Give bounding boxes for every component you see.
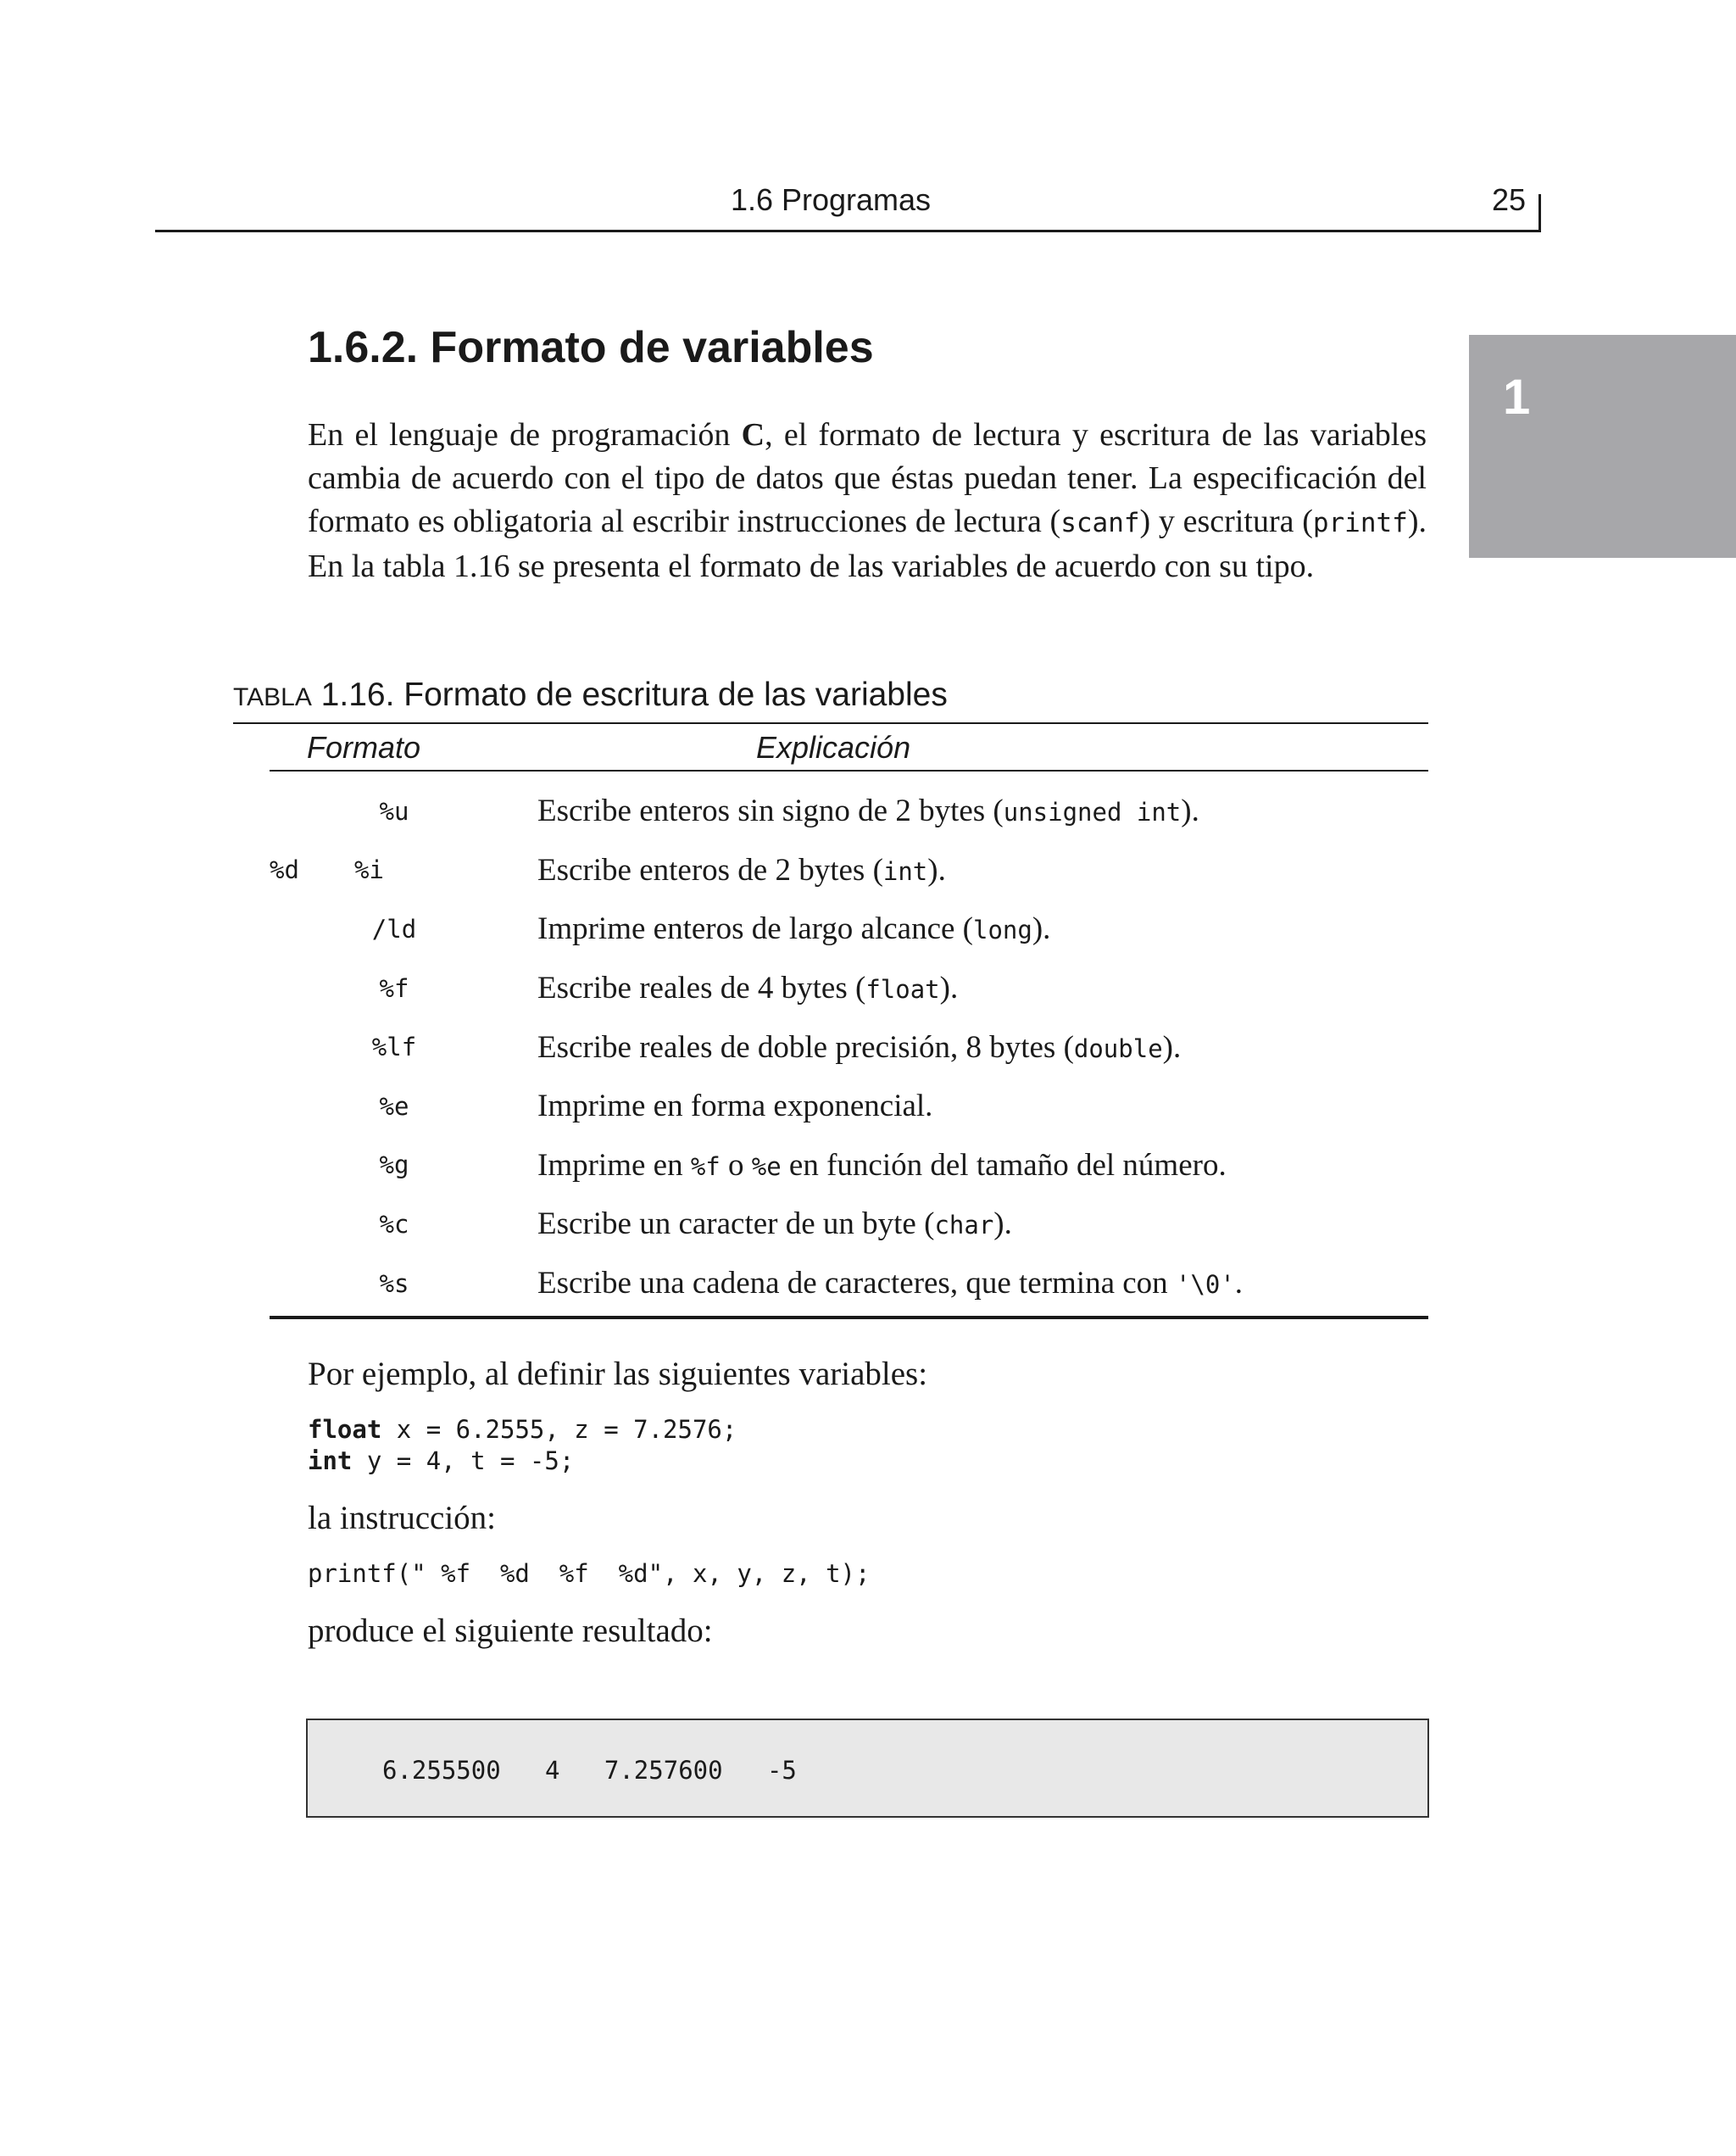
table-header-row	[270, 726, 1428, 771]
description-text: ).	[1032, 911, 1051, 947]
table-caption-text: 1.16. Formato de escritura de las variables	[311, 677, 948, 713]
output-box	[306, 1719, 1429, 1818]
format-specifier-d: %d	[270, 855, 299, 885]
description-code: float	[865, 975, 940, 1005]
format-specifier: %f	[379, 973, 409, 1003]
description-text: Escribe una cadena de caracteres, que termina con	[537, 1266, 1176, 1301]
description-text: ).	[1162, 1029, 1182, 1065]
example-intro: Por ejemplo, al definir las siguientes variables:	[308, 1356, 928, 1392]
description-text: ).	[993, 1206, 1012, 1242]
format-table	[270, 726, 1428, 1319]
description-code: '\0'	[1175, 1270, 1235, 1300]
table-row	[270, 1077, 1428, 1136]
format-description	[519, 1017, 1428, 1077]
format-description	[519, 959, 1428, 1018]
code-line-1: x = 6.2555, z = 7.2576;	[381, 1415, 737, 1444]
description-text: ).	[1181, 794, 1199, 829]
format-specifier: %c	[379, 1209, 409, 1239]
format-specifier: %g	[379, 1150, 409, 1180]
intro-text-1: En el lenguaje de programación	[308, 417, 742, 453]
format-specifier: %lf	[371, 1033, 417, 1062]
table-caption-label: TABLA	[233, 683, 312, 711]
result-label: produce el siguiente resultado:	[308, 1613, 713, 1649]
printf-code-line: printf(" %f %d %f %d", x, y, z, t);	[308, 1559, 871, 1588]
running-title: 1.6 Programas	[730, 182, 932, 217]
chapter-tab	[1469, 335, 1736, 558]
code-keyword-int: int	[308, 1446, 353, 1475]
header-rule-tick	[1538, 194, 1541, 231]
column-header-explanation: Explicación	[519, 726, 1428, 771]
intro-printf-code: printf	[1312, 508, 1408, 538]
chapter-tab-number: 1	[1503, 370, 1531, 425]
intro-text-4: ). En la tabla 1.16 se presenta el formato de las variables de acuerdo con su tipo.	[308, 504, 1427, 584]
description-code: long	[973, 916, 1032, 945]
description-code: double	[1073, 1033, 1163, 1063]
table-row	[270, 900, 1428, 959]
format-specifier-i: %i	[354, 855, 384, 885]
description-code: char	[934, 1211, 994, 1240]
description-code: %e	[751, 1151, 782, 1181]
format-specifier: %e	[379, 1091, 409, 1121]
description-text: Imprime enteros de largo alcance (	[537, 911, 973, 947]
format-description	[519, 1195, 1428, 1254]
table-caption	[233, 677, 948, 714]
format-description	[519, 1077, 1428, 1136]
format-description	[519, 1136, 1428, 1195]
description-text: ).	[939, 971, 959, 1006]
column-header-format: Formato	[270, 726, 519, 771]
intro-text-2: , el formato de lectura y escritura de las variables cambia de acuerdo con el tipo de datos que éstas puedan tener. La especificación del formato es obligatoria al escribir instrucciones de lectura (	[308, 417, 1427, 539]
intro-text-3: ) y escritura (	[1139, 504, 1313, 539]
description-text: Escribe enteros de 2 bytes (	[537, 852, 883, 888]
table-row	[270, 1195, 1428, 1254]
running-header	[155, 174, 1541, 232]
description-text: ).	[927, 852, 946, 888]
intro-scanf-code: scanf	[1060, 508, 1140, 538]
table-row	[270, 841, 1428, 900]
table-row	[270, 1017, 1428, 1077]
section-heading: 1.6.2. Formato de variables	[308, 323, 874, 372]
format-description	[519, 771, 1428, 841]
description-code: %f	[690, 1151, 721, 1181]
table-row	[270, 959, 1428, 1018]
description-text: Escribe reales de doble precisión, 8 bytes (	[537, 1029, 1074, 1065]
table-row	[270, 1136, 1428, 1195]
format-specifier	[270, 841, 519, 900]
description-code: unsigned int	[1003, 798, 1182, 827]
intro-paragraph	[308, 414, 1427, 588]
format-specifier: /ld	[371, 914, 417, 944]
intro-bold-c: C	[741, 417, 765, 453]
table-row	[270, 771, 1428, 841]
declaration-code-block	[308, 1414, 737, 1477]
description-text: Imprime en	[537, 1147, 691, 1183]
description-code: int	[882, 856, 928, 886]
format-description	[519, 1254, 1428, 1318]
description-text: Escribe un caracter de un byte (	[537, 1206, 935, 1242]
description-text: Escribe reales de 4 bytes (	[537, 971, 866, 1006]
description-text: .	[1234, 1266, 1244, 1301]
code-line-2: y = 4, t = -5;	[352, 1446, 575, 1475]
format-specifier: %s	[270, 1254, 519, 1318]
instruction-label: la instrucción:	[308, 1500, 497, 1536]
output-text: 6.255500 4 7.257600 -5	[382, 1756, 797, 1785]
description-text: Escribe enteros sin signo de 2 bytes (	[537, 794, 1004, 829]
table-row	[270, 1254, 1428, 1318]
description-text: Imprime en forma exponencial.	[537, 1089, 933, 1124]
code-keyword-float: float	[308, 1415, 382, 1444]
page-number: 25	[1491, 182, 1526, 217]
format-specifier: %u	[379, 796, 409, 826]
description-text: en función del tamaño del número.	[781, 1147, 1227, 1183]
format-description	[519, 841, 1428, 900]
format-description	[519, 900, 1428, 959]
description-text: o	[720, 1147, 752, 1183]
table-top-rule	[233, 722, 1428, 724]
